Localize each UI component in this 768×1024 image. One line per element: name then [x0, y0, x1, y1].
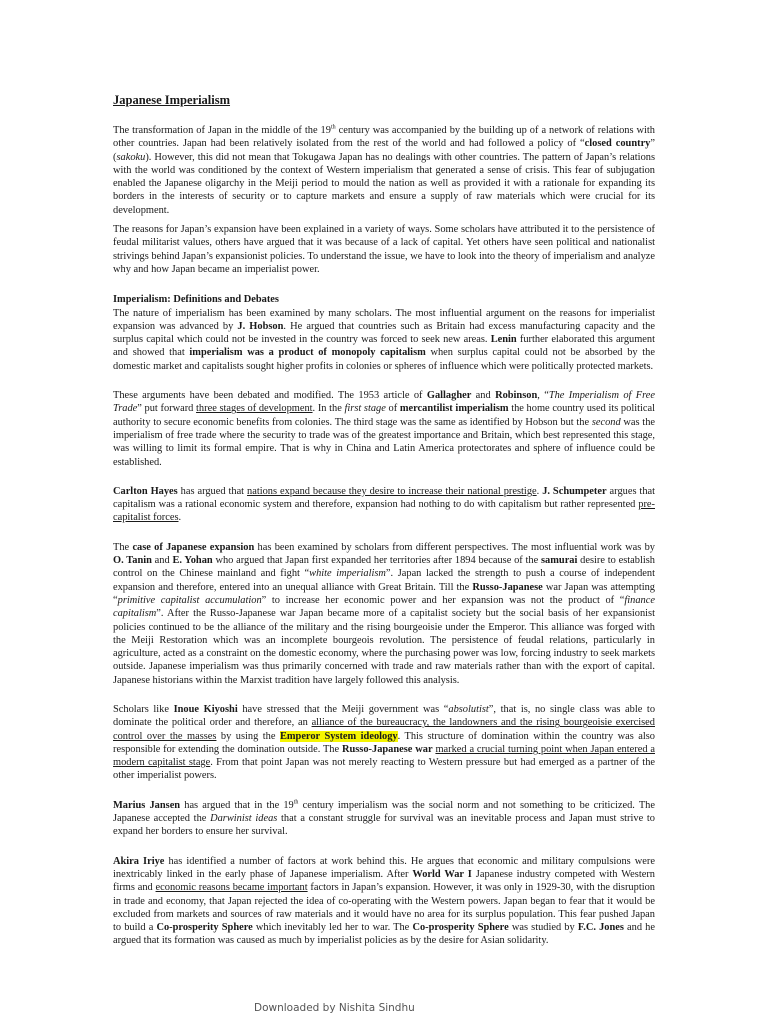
paragraph-5: Carlton Hayes has argued that nations expand because they desire to increase their national prestige. J. Schumpeter argues that capitalism was a rational economic system and therefore, expansion had nothing to do with capitalism but rather represented pre-capitalist forces. — [113, 485, 656, 524]
highlighted-term: Emperor System ideology — [279, 730, 398, 742]
section-heading: Imperialism: Definitions and Debates — [113, 294, 279, 306]
download-watermark: Downloaded by Nishita Sindhu — [254, 1002, 415, 1014]
document-body — [113, 93, 655, 948]
paragraph-2: The reasons for Japan’s expansion have been explained in a variety of ways. Some scholars have attributed it to the persistence of feudal militarist values, others have argued that it was because of a lack of capital. Yet others have seen political and nationalist strivings behind Japan’s expansionist policies. To understand the issue, we have to look into the theory of imperialism and analyze why and how Japan became an imperialist power. — [113, 224, 655, 275]
paragraph-6: The case of Japanese expansion has been examined by scholars from different perspectives. The most influential work was by O. Tanin and E. Yohan who argued that Japan first expanded her territories after 1894 because of the samurai desire to establish control on the Chinese mainland and fight “white imperialism”. Japan lacked the strength to push a course of independent expansion and therefore, entered into an unequal alliance with Great Britain. Till the Russo-Japanese war Japan was attempting “primitive capitalist accumulation” to increase her economic power and her expansion was not the product of “finance capitalism”. After the Russo-Japanese war Japan became more of a capitalist society but the social basis of her expansionist policies continued to be the alliance of the military and the rising bourgeoisie under the Emperor. This alliance was forged with the Meiji Restoration which was an incomplete bourgeois revolution. The persistence of feudal relations, particularly in agriculture, acted as a constraint on the domestic economy, where the purchasing power was low, forcing industry to seek markets outside. Japanese imperialism was thus primarily concerned with trade and raw materials rather than with the export of capital. Japanese historians within the Marxist tradition have largely followed this analysis. — [113, 541, 655, 686]
paragraph-7: Scholars like Inoue Kiyoshi have stressed that the Meiji government was “absolutist”, that is, no single class was able to dominate the political order and therefore, an alliance of the bureaucracy, the landowners and the rising bourgeoisie exercised control over the masses by using the Emperor System ideology. This structure of domination within the country was also responsible for extending the domination outside. The Russo-Japanese war marked a crucial turning point when Japan entered a modern capitalist stage. From that point Japan was not merely reacting to Western pressure but had emerged as a partner of the other imperialist powers. — [113, 703, 656, 782]
paragraph-3: The nature of imperialism has been examined by many scholars. The most influential argument on the reasons for imperialist expansion was advanced by J. Hobson. He argued that countries such as Britain had excess manufacturing capacity and the surplus capital which could not be invested in the country was forced to seek new areas. Lenin further elaborated this argument and showed that imperialism was a product of monopoly capitalism when surplus capital could not be absorbed by the domestic market and capitalists sought higher profits in colonies or spheres of influence which were politically protected markets. — [113, 307, 656, 372]
paragraph-9: Akira Iriye has identified a number of factors at work behind this. He argues that economic and military compulsions were inextricably linked in the early phase of Japanese imperialism. After World War I Japanese industry competed with Western firms and economic reasons became important factors in Japan’s expansion. However, it was only in 1929-30, with the disruption in trade and economy, that Japan rejected the idea of co-operating with the Western powers. Japan began to fear that it would be excluded from markets and sources of raw materials and it would have no area for its surplus population. This fear pushed Japan to build a Co-prosperity Sphere which inevitably led her to war. The Co-prosperity Sphere was studied by F.C. Jones and he argued that its formation was caused as much by imperialist policies as by the desire for Asian solidarity. — [113, 855, 655, 947]
paragraph-4: These arguments have been debated and modified. The 1953 article of Gallagher and Robinson, “The Imperialism of Free Trade” put forward three stages of development. In the first stage of mercantilist imperialism the home country used its political authority to secure economic benefits from colonies. The third stage was the same as identified by Hobson but the second was the imperialism of free trade where the security to trade was of the greatest importance and Britain, which best represented this stage, was willing to limit its formal empire. That is why in China and Latin America protectorates and sphere of influence could be established. — [113, 390, 656, 468]
paragraph-1: The transformation of Japan in the middle of the 19th century was accompanied by the building up of a network of relations with other countries. Japan had been relatively isolated from the rest of the world and had followed a policy of “closed country” (sakoku). However, this did not mean that Tokugawa Japan has no dealings with other countries. The pattern of Japan’s relations with the world was conditioned by the context of Western imperialism that generated a sense of crisis. This fear of subjugation enabled the Japanese oligarchy in the Meiji period to mould the nation as well as provided it with a rationale for expanding its borders in the interests of security or to capture markets and ensure a supply of raw materials which were crucial for its development. — [113, 124, 655, 216]
paragraph-8: Marius Jansen has argued that in the 19th century imperialism was the social norm and not something to be criticized. The Japanese accepted the Darwinist ideas that a constant struggle for survival was an inevitable process and Japan must strive to expand her borders to ensure her survival. — [113, 799, 655, 838]
page-title: Japanese Imperialism — [113, 93, 231, 107]
